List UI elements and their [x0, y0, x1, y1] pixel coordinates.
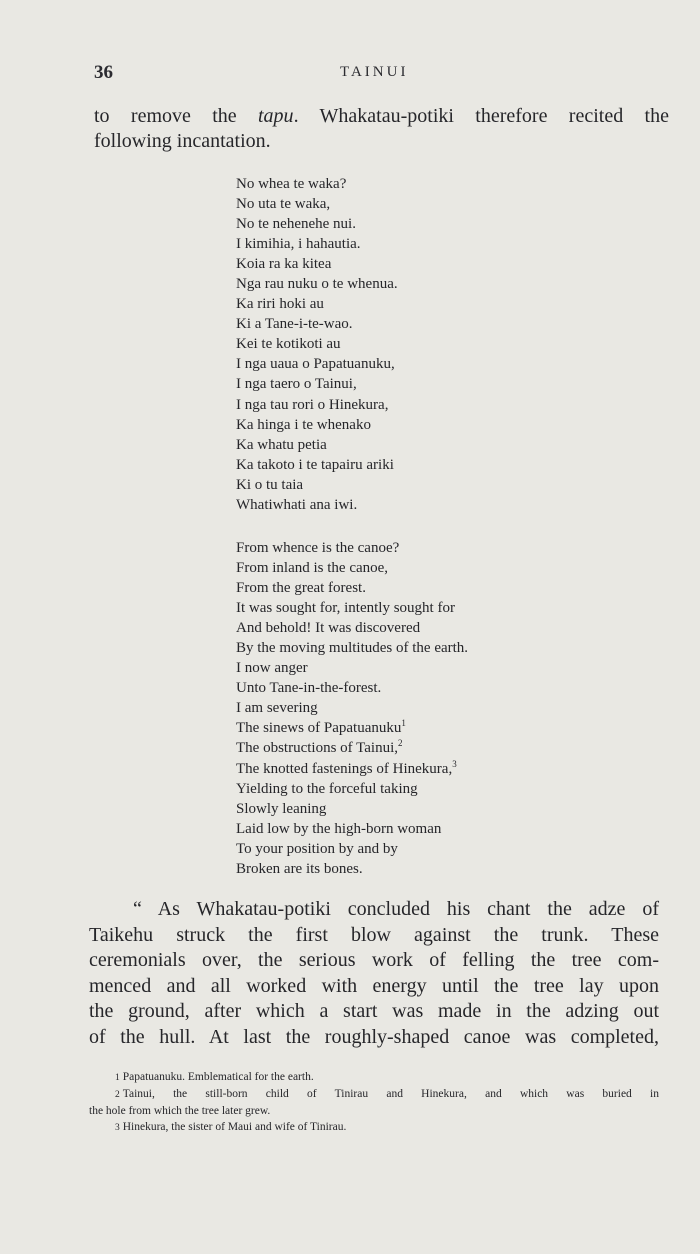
verse-text: The sinews of Papatuanuku — [236, 720, 402, 737]
verse-line: Kei te kotikoti au — [236, 336, 341, 353]
english-translation — [236, 538, 468, 879]
verse-line: Nga rau nuku o te whenua. — [236, 276, 398, 293]
verse-line: Ka whatu petia — [236, 436, 327, 453]
verse-line-with-ref — [236, 759, 468, 779]
footnote — [89, 1086, 659, 1103]
verse-line: No uta te waka, — [236, 196, 331, 213]
footnote-text: Papatuanuku. Emblematical for the earth. — [122, 1071, 314, 1083]
intro-line: to remove the tapu. Whakatau-potiki therefore recited the — [94, 105, 669, 127]
verse-line: I now anger — [236, 660, 308, 677]
verse-line: I kimihia, i hahautia. — [236, 236, 361, 253]
verse-line-with-ref — [236, 718, 468, 738]
footnote-text: Hinekura, the sister of Maui and wife of Tinirau. — [122, 1121, 347, 1133]
verse-line: Koia ra ka kitea — [236, 256, 332, 273]
footnote — [89, 1119, 659, 1136]
footnote-ref[interactable]: 3 — [452, 758, 457, 769]
verse-line: Ka hinga i te whenako — [236, 416, 371, 433]
page-header — [94, 58, 662, 86]
footnote-number: 2 — [115, 1090, 120, 1100]
paragraph-line: of the hull. At last the roughly-shaped canoe was completed, — [89, 1025, 659, 1048]
intro-line: following incantation. — [94, 130, 271, 152]
maori-incantation — [236, 174, 398, 515]
verse-line: From inland is the canoe, — [236, 560, 389, 577]
footnote-number: 1 — [115, 1073, 120, 1083]
footnote-ref[interactable]: 1 — [401, 718, 406, 729]
body-paragraph — [89, 897, 659, 1051]
verse-text: The knotted fastenings of Hinekura, — [236, 760, 453, 777]
verse-line: No te nehenehe nui. — [236, 216, 356, 233]
verse-line: Slowly leaning — [236, 800, 327, 817]
footnote-ref[interactable]: 2 — [397, 738, 403, 749]
paragraph-line: Taikehu struck the first blow against the trunk. These — [89, 923, 659, 946]
verse-line: I nga tau rori o Hinekura, — [236, 396, 389, 413]
verse-line: And behold! It was discovered — [236, 620, 421, 637]
paragraph-line: “ As Whakatau-potiki concluded his chant the adze of — [133, 898, 659, 920]
verse-line: No whea te waka? — [236, 176, 347, 192]
verse-line: From the great forest. — [236, 580, 366, 597]
verse-line: Yielding to the forceful taking — [236, 780, 418, 797]
running-title: TAINUI — [340, 64, 409, 80]
paragraph-line: menced and all worked with energy until the tree lay upon — [89, 974, 659, 997]
italic-word: tapu — [258, 105, 294, 127]
verse-line: I nga uaua o Papatuanuku, — [236, 356, 395, 373]
footnotes — [89, 1069, 659, 1136]
verse-line-with-ref — [236, 738, 468, 758]
verse-line: Broken are its bones. — [236, 860, 363, 877]
verse-line: By the moving multitudes of the earth. — [236, 640, 469, 657]
verse-line: Laid low by the high-born woman — [236, 820, 442, 837]
paragraph-line: the ground, after which a start was made in the adzing out — [89, 1000, 659, 1023]
paragraph-line: ceremonials over, the serious work of felling the tree com- — [89, 949, 659, 972]
verse-line: Ki a Tane-i-te-wao. — [236, 316, 353, 333]
footnote-continuation: the hole from which the tree later grew. — [89, 1105, 271, 1117]
verse-text: The obstructions of Tainui, — [236, 740, 398, 757]
verse-line: To your position by and by — [236, 840, 398, 857]
verse-line: Unto Tane-in-the-forest. — [236, 680, 382, 697]
footnote-text: Tainui, the still-born child of Tinirau and Hinekura, and which was buried in — [122, 1088, 659, 1100]
verse-line: It was sought for, intently sought for — [236, 600, 455, 617]
verse-line: Whatiwhati ana iwi. — [236, 496, 358, 513]
verse-line: Ka takoto i te tapairu ariki — [236, 456, 394, 473]
footnote — [89, 1069, 659, 1086]
footnote-number: 3 — [115, 1123, 120, 1133]
verse-line: From whence is the canoe? — [236, 540, 400, 556]
page-number: 36 — [94, 62, 113, 83]
verse-line: I am severing — [236, 700, 318, 717]
intro-text — [94, 104, 669, 154]
verse-line: I nga taero o Tainui, — [236, 376, 357, 393]
verse-line: Ka riri hoki au — [236, 296, 324, 313]
verse-line: Ki o tu taia — [236, 476, 304, 493]
